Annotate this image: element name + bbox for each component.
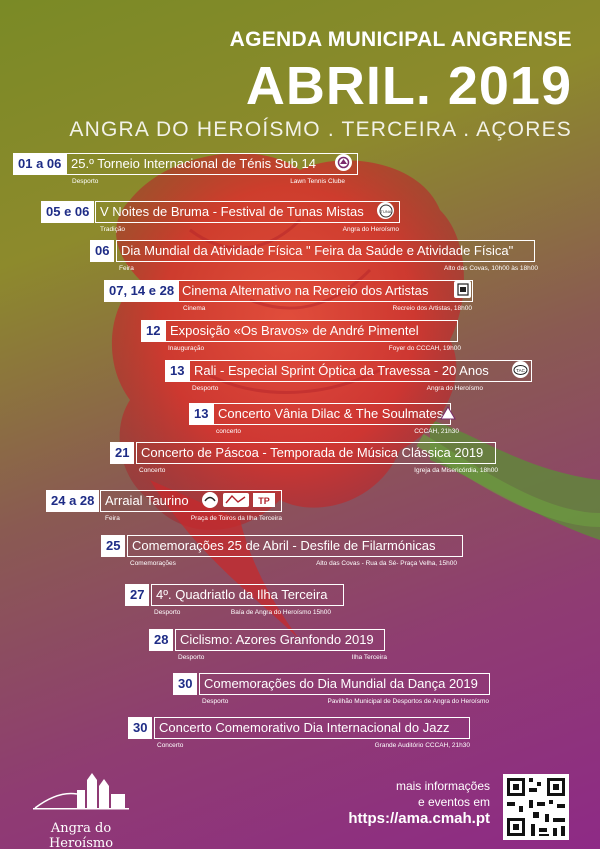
event-title: Ciclismo: Azores Granfondo 2019 (175, 629, 385, 651)
event-title: Rali - Especial Sprint Óptica da Travessa - 20 Anos (189, 360, 532, 382)
event-date: 25 (101, 535, 125, 557)
event-category: Concerto (139, 467, 166, 474)
event-date: 13 (189, 403, 213, 425)
event-category: Desporto (72, 178, 99, 185)
event-item (165, 360, 535, 400)
municipal-logo (26, 770, 136, 857)
event-item (46, 490, 296, 530)
event-title: Concerto Vânia Dilac & The Soulmates (213, 403, 451, 425)
event-location: Pavilhão Municipal de Desportos de Angra do Heroísmo (327, 698, 489, 705)
more-info-line-2: e eventos em (417, 795, 490, 809)
event-date: 21 (110, 442, 134, 464)
event-date: 13 (165, 360, 189, 382)
website-link[interactable]: https://ama.cmah.pt (348, 810, 490, 827)
event-date: 30 (128, 717, 152, 739)
event-item (125, 584, 343, 624)
event-location: Grande Auditório CCCAH, 21h30 (374, 742, 470, 749)
event-date: 30 (173, 673, 197, 695)
event-title: Exposição «Os Bravos» de André Pimentel (165, 320, 458, 342)
event-date: 27 (125, 584, 149, 606)
event-date: 12 (141, 320, 165, 342)
event-category: Desporto (178, 654, 205, 661)
event-item (90, 240, 538, 280)
event-item (141, 320, 461, 360)
tennis-club-logo-icon (335, 154, 352, 171)
city-skyline-icon (31, 770, 131, 814)
bullfight-logo-text: TP (258, 496, 270, 506)
event-title: Arraial Taurino (100, 490, 282, 512)
event-location: Ilha Terceira (351, 654, 387, 661)
event-location: Baía de Angra do Heroísmo 15h00 (230, 609, 331, 616)
event-category: Cinema (183, 305, 206, 312)
event-title: Dia Mundial da Atividade Física " Feira da Saúde e Atividade Física" (116, 240, 535, 262)
logo-name: Angra do Heroísmo (48, 821, 114, 851)
event-location: Alto das Covas, 10h00 às 18h00 (444, 265, 538, 272)
logo-subtitle: CÂMARA MUNICIPAL (47, 851, 115, 857)
event-title: Cinema Alternativo na Recreio dos Artistas (177, 280, 473, 302)
event-location: Recreio dos Artistas, 18h00 (392, 305, 472, 312)
event-title: Concerto Comemorativo Dia Internacional do Jazz (154, 717, 470, 739)
more-info-text (396, 778, 490, 810)
event-location: Foyer do CCCAH, 19h00 (388, 345, 461, 352)
event-date: 06 (90, 240, 114, 262)
event-item (13, 153, 373, 193)
event-title: Concerto de Páscoa - Temporada de Música Clássica 2019 (136, 442, 496, 464)
event-item (128, 717, 472, 757)
event-location: Angra do Heroísmo (342, 226, 399, 233)
event-location: Alto das Covas - Rua da Sé- Praça Velha, 15h00 (316, 560, 457, 567)
qr-code-icon[interactable] (503, 774, 569, 840)
event-title: Comemorações 25 de Abril - Desfile de Filarmónicas (127, 535, 463, 557)
event-item (110, 442, 498, 482)
event-title: V Noites de Bruma - Festival de Tunas Mistas (95, 201, 400, 223)
event-date: 07, 14 e 28 (104, 280, 179, 302)
agenda-subtitle: AGENDA MUNICIPAL ANGRENSE (229, 28, 572, 51)
event-category: Desporto (192, 385, 219, 392)
agenda-title: ABRIL. 2019 (245, 56, 572, 116)
event-location: Igreja da Misericórdia, 18h00 (414, 467, 498, 474)
event-title: Comemorações do Dia Mundial da Dança 2019 (199, 673, 490, 695)
event-category: Comemorações (130, 560, 176, 567)
event-item (104, 280, 476, 320)
event-item (41, 201, 401, 241)
event-location: Angra do Heroísmo (426, 385, 483, 392)
agenda-place: ANGRA DO HEROÍSMO . TERCEIRA . AÇORES (69, 118, 572, 141)
event-category: Desporto (202, 698, 229, 705)
event-item (173, 673, 491, 713)
tuna-logo-text: TUNA (380, 208, 391, 214)
event-location: Lawn Tennis Clube (290, 178, 345, 185)
event-title: 4º. Quadriatlo da Ilha Terceira (151, 584, 344, 606)
event-category: concerto (216, 428, 241, 435)
event-date: 05 e 06 (41, 201, 94, 223)
event-location: CCCAH, 21h30 (414, 428, 459, 435)
more-info-line-1: mais informações (395, 779, 490, 793)
event-location: Praça de Toiros da Ilha Terceira (190, 515, 282, 522)
event-title: 25.º Torneio Internacional de Ténis Sub 14 (66, 153, 358, 175)
event-item (101, 535, 465, 575)
event-date: 28 (149, 629, 173, 651)
event-date: 24 a 28 (46, 490, 99, 512)
event-category: Feira (105, 515, 120, 522)
tuna-festival-logo-icon (377, 202, 394, 219)
event-category: Desporto (154, 609, 181, 616)
event-category: Inauguração (168, 345, 205, 352)
film-logo-icon (454, 281, 471, 298)
theatre-logo-icon (439, 404, 456, 421)
event-category: Concerto (157, 742, 184, 749)
event-item (189, 403, 459, 443)
event-category: Tradição (100, 226, 126, 233)
bullfight-logos-icon (201, 491, 277, 514)
tac-logo-text: TAC (516, 367, 525, 373)
event-category: Feira (119, 265, 134, 272)
rally-club-logo-icon (512, 361, 529, 378)
event-item (149, 629, 389, 669)
event-date: 01 a 06 (13, 153, 66, 175)
